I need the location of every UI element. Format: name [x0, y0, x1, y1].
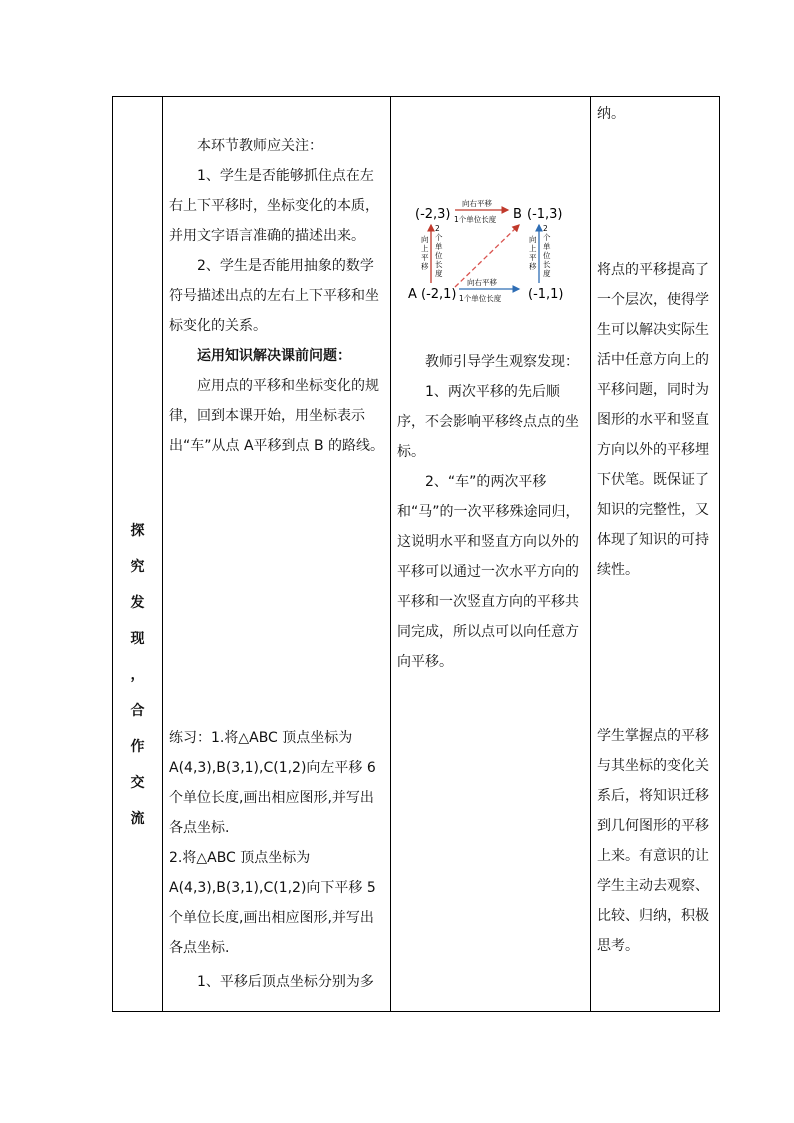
- vertical-label: 长: [435, 260, 443, 269]
- column-divider: [162, 97, 163, 1011]
- vertical-label: 长: [543, 260, 551, 269]
- vertical-label: 单: [543, 242, 551, 251]
- focus-item-1: 1、学生是否能够抓住点在左右上下平移时，坐标变化的本质，并用文字语言准确的描述出来。: [169, 168, 379, 244]
- section-label-char: 究: [130, 559, 145, 575]
- vertical-label: 平: [529, 253, 537, 262]
- apply-text: 应用点的平移和坐标变化的规律，回到本课开始，用坐标表示出“车”从点 A平移到点 B 的路线。: [169, 378, 385, 454]
- section-label-char: ，: [130, 667, 145, 683]
- section-label: [113, 513, 162, 837]
- column-divider: [590, 97, 591, 1011]
- design-intent-2: [597, 721, 717, 961]
- arrow-label: 1个单位长度: [454, 215, 497, 224]
- vertical-label: 向: [529, 235, 537, 244]
- observe-item-2: 2、“车”的两次平移和“马”的一次平移殊途同归，这说明水平和竖直方向以外的平移可以通过一次水平方向的平移和一次竖直方向的平移共同完成，所以点可以向任意方向平移。: [397, 474, 580, 670]
- apply-title: 运用知识解决课前问题：: [197, 348, 351, 364]
- design-intent-top: [597, 99, 717, 129]
- vertical-label: 2: [543, 224, 548, 233]
- section-label-char: 发: [130, 595, 145, 611]
- section-label-char: 合: [130, 703, 145, 719]
- focus-item-2: 2、学生是否能用抽象的数学符号描述出点的左右上下平移和坐标变化的关系。: [169, 258, 379, 334]
- translation-diagram: [405, 197, 575, 317]
- arrow-label: 1个单位长度: [459, 294, 502, 303]
- vertical-label: 位: [543, 251, 551, 260]
- column-divider: [390, 97, 391, 1011]
- point-a-letter: A: [408, 287, 417, 302]
- exercise-1: 练习：1.将△ABC 顶点坐标为A(4,3),B(3,1),C(1,2)向左平移 6 个单位长度,画出相应图形,并写出各点坐标.: [169, 730, 376, 836]
- focus-title: 本环节教师应关注：: [197, 138, 323, 154]
- section-label-char: 作: [130, 739, 145, 755]
- intent-text-2: 学生掌握点的平移与其坐标的变化关系后，将知识迁移到几何图形的平移上来。有意识的让学生主动去观察、比较、归纳，积极思考。: [597, 728, 709, 954]
- lesson-table: [112, 96, 720, 1012]
- arrow-label: 向右平移: [467, 278, 497, 287]
- observe-item-1: 1、两次平移的先后顺序，不会影响平移终点点的坐标。: [397, 384, 579, 460]
- vertical-label: 移: [529, 262, 537, 271]
- exercise-block: [169, 723, 385, 997]
- exercise-2: 2.将△ABC 顶点坐标为A(4,3),B(3,1),C(1,2)向下平移 5 个单位长度,画出相应图形,并写出各点坐标.: [169, 850, 376, 956]
- design-intent-1: [597, 255, 717, 585]
- exercise-question-1: 1、平移后顶点坐标分别为多: [197, 974, 374, 990]
- point-b-coord: (-1,3): [527, 207, 563, 222]
- translation-figure: [405, 197, 575, 317]
- point-bottom-right: (-1,1): [528, 287, 564, 302]
- vertical-label: 度: [435, 269, 443, 278]
- intent-top-text: 纳。: [597, 106, 625, 122]
- vertical-label: 单: [435, 242, 443, 251]
- section-label-char: 探: [130, 523, 145, 539]
- vertical-label: 2: [435, 224, 440, 233]
- teacher-focus-block: [169, 131, 385, 461]
- vertical-label: 移: [421, 262, 429, 271]
- observation-block: [397, 347, 585, 677]
- vertical-label: 平: [421, 253, 429, 262]
- point-top-left: (-2,3): [415, 207, 451, 222]
- vertical-label: 位: [435, 251, 443, 260]
- arrow-label: 向右平移: [462, 199, 492, 208]
- section-label-char: 流: [130, 811, 145, 827]
- intent-text-1: 将点的平移提高了一个层次，使得学生可以解决实际生活中任意方向上的平移问题，同时为图形的水平和竖直方向以外的平移埋下伏笔。既保证了知识的完整性，又体现了知识的可持续性。: [597, 262, 709, 578]
- point-a-coord: (-2,1): [421, 287, 457, 302]
- observe-title: 教师引导学生观察发现：: [425, 354, 579, 370]
- section-label-char: 现: [130, 631, 145, 647]
- vertical-label: 向: [421, 235, 429, 244]
- vertical-label: 个: [543, 233, 551, 242]
- vertical-label: 上: [421, 244, 429, 253]
- vertical-label: 个: [435, 233, 443, 242]
- vertical-label: 上: [529, 244, 537, 253]
- point-b-letter: B: [513, 207, 522, 222]
- vertical-label: 度: [543, 269, 551, 278]
- section-label-char: 交: [130, 775, 145, 791]
